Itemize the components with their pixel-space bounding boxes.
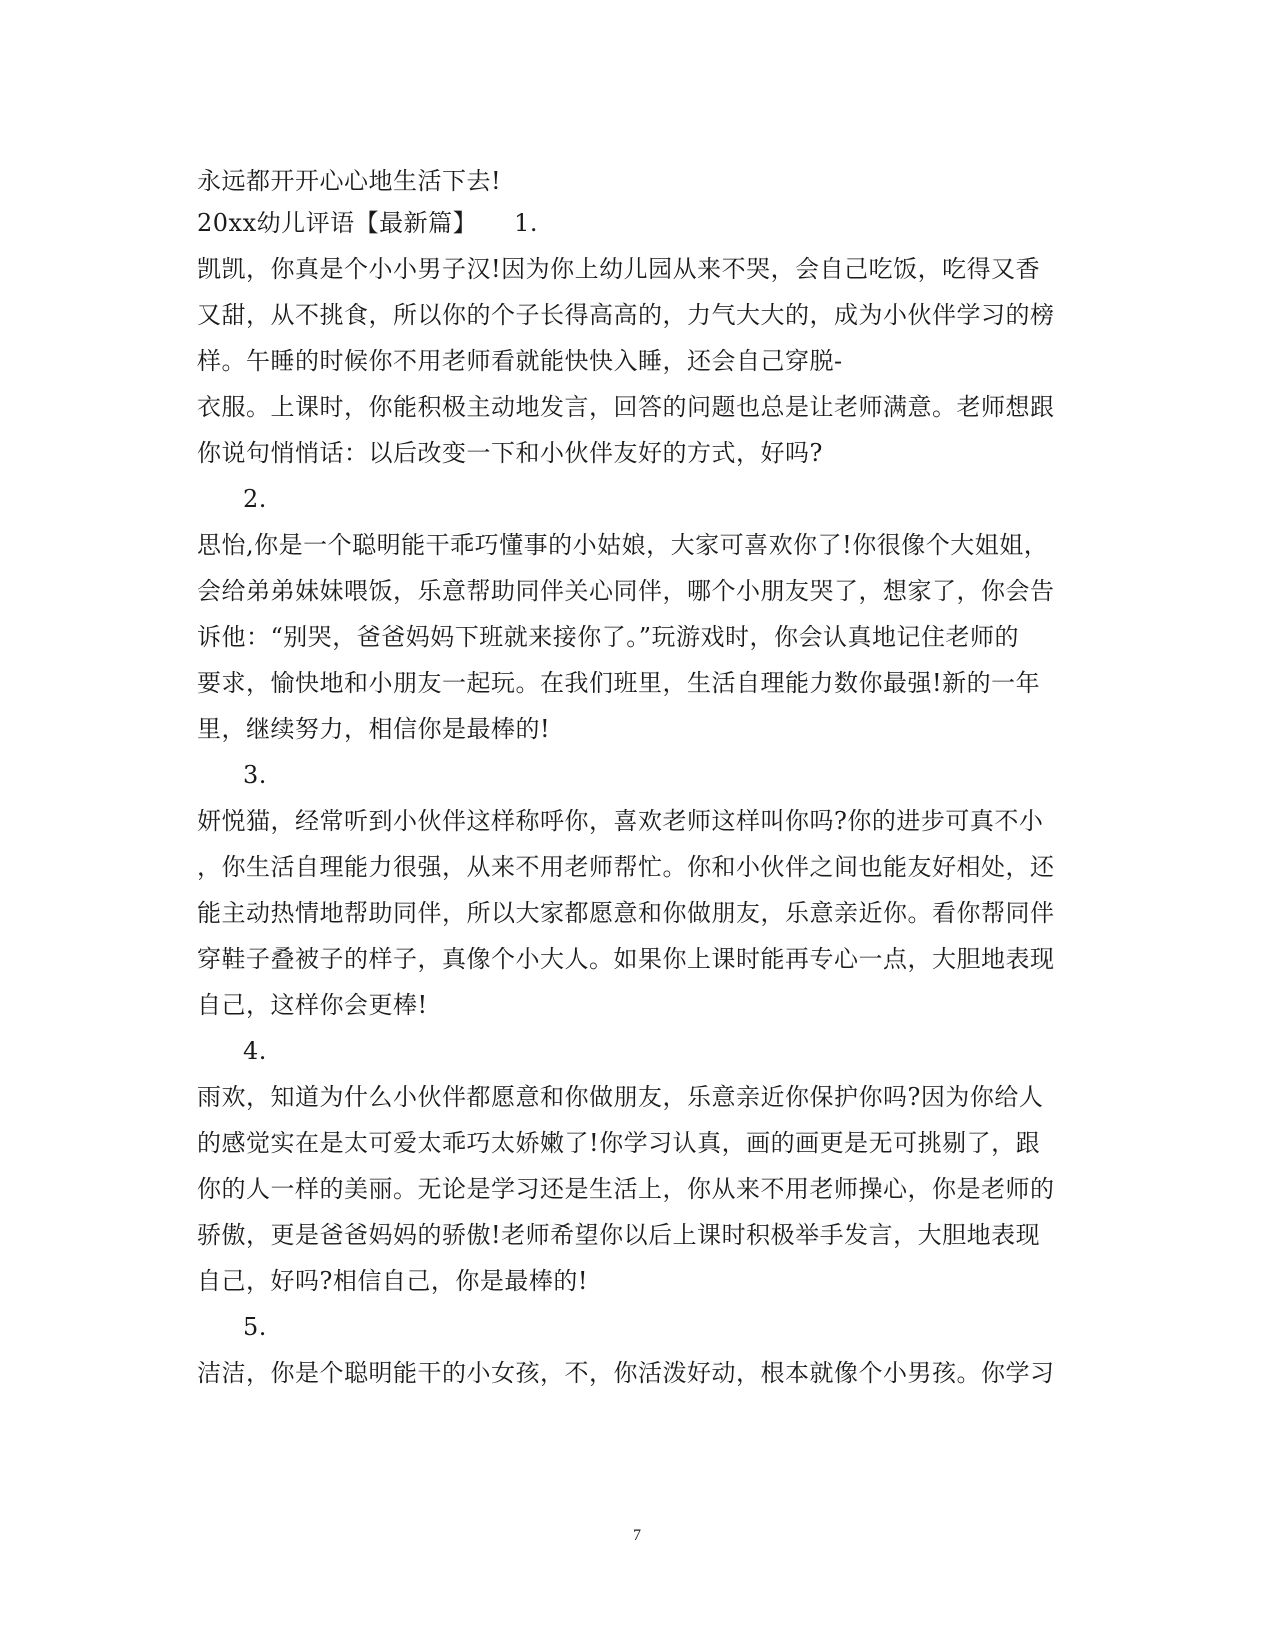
text-line: 凯凯，你真是个小小男子汉!因为你上幼儿园从来不哭，会自己吃饭，吃得又香 <box>197 255 1041 283</box>
text-line: 雨欢，知道为什么小伙伴都愿意和你做朋友，乐意亲近你保护你吗?因为你给人 <box>197 1083 1044 1111</box>
text-line: 要求，愉快地和小朋友一起玩。在我们班里，生活自理能力数你最强!新的一年 <box>197 669 1041 697</box>
text-line: 自己，好吗?相信自己，你是最棒的! <box>197 1267 589 1295</box>
text-line: 思怡,你是一个聪明能干乖巧懂事的小姑娘，大家可喜欢你了!你很像个大姐姐， <box>197 531 1049 559</box>
text-line: 的感觉实在是太可爱太乖巧太娇嫩了!你学习认真，画的画更是无可挑剔了，跟 <box>197 1129 1041 1157</box>
text-line: 诉他：“别哭，爸爸妈妈下班就来接你了。”玩游戏时，你会认真地记住老师的 <box>197 623 1020 651</box>
text-line: 样。午睡的时候你不用老师看就能快快入睡，还会自己穿脱- <box>197 347 843 375</box>
text-line: 洁洁，你是个聪明能干的小女孩，不，你活泼好动，根本就像个小男孩。你学习 <box>197 1359 1055 1387</box>
text-line: 又甜，从不挑食，所以你的个子长得高高的，力气大大的，成为小伙伴学习的榜 <box>197 301 1055 329</box>
text-line: 妍悦猫，经常听到小伙伴这样称呼你，喜欢老师这样叫你吗?你的进步可真不小 <box>197 807 1044 835</box>
section-heading: 20xx幼儿评语【最新篇】 1. <box>197 209 539 237</box>
text-line: 永远都开开心心地生活下去! <box>197 167 502 195</box>
item-number: 5. <box>243 1313 267 1341</box>
text-line: 会给弟弟妹妹喂饭，乐意帮助同伴关心同伴，哪个小朋友哭了，想家了，你会告 <box>197 577 1055 605</box>
text-line: 你的人一样的美丽。无论是学习还是生活上，你从来不用老师操心，你是老师的 <box>197 1175 1055 1203</box>
text-line: ，你生活自理能力很强，从来不用老师帮忙。你和小伙伴之间也能友好相处，还 <box>197 853 1055 881</box>
page-number: 7 <box>633 1527 641 1544</box>
text-line: 穿鞋子叠被子的样子，真像个小大人。如果你上课时能再专心一点，大胆地表现 <box>197 945 1055 973</box>
text-line: 骄傲，更是爸爸妈妈的骄傲!老师希望你以后上课时积极举手发言，大胆地表现 <box>197 1221 1041 1249</box>
item-number: 2. <box>243 485 267 513</box>
text-line: 能主动热情地帮助同伴，所以大家都愿意和你做朋友，乐意亲近你。看你帮同伴 <box>197 899 1055 927</box>
text-line: 里，继续努力，相信你是最棒的! <box>197 715 551 743</box>
text-line: 你说句悄悄话：以后改变一下和小伙伴友好的方式，好吗? <box>197 439 823 467</box>
item-number: 3. <box>243 761 267 789</box>
item-number: 4. <box>243 1037 267 1065</box>
text-line: 自己，这样你会更棒! <box>197 991 428 1019</box>
text-line: 衣服。上课时，你能积极主动地发言，回答的问题也总是让老师满意。老师想跟 <box>197 393 1055 421</box>
